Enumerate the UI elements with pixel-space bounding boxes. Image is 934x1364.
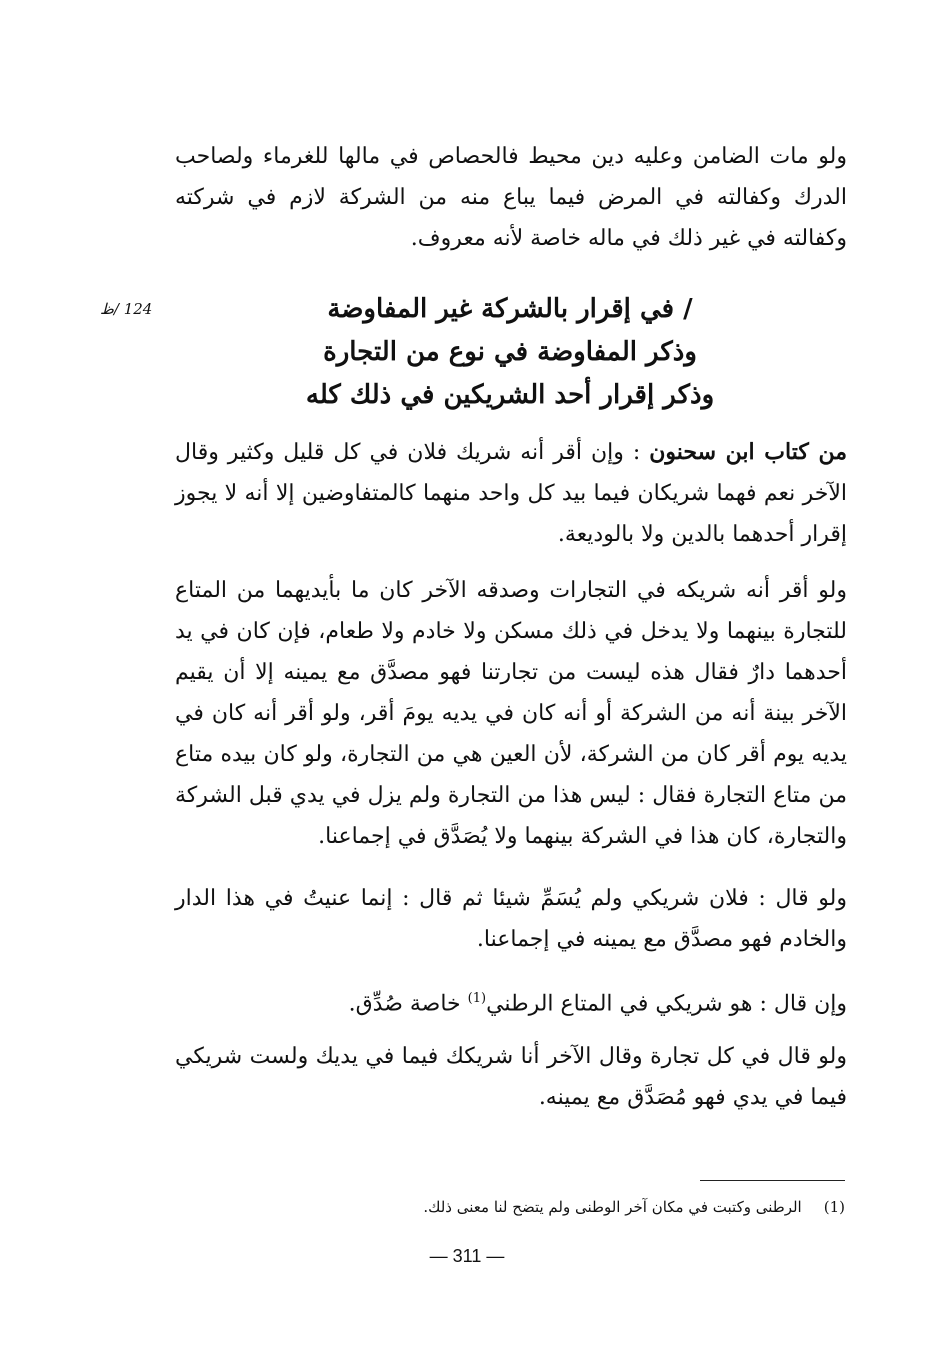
heading-line-3: وذكر إقرار أحد الشريكين في ذلك كله [305, 380, 715, 410]
paragraph-trade-partnership: ولو أقر أنه شريكه في التجارات وصدقه الآخر كان ما بأيديهما من المتاع للتجارة بينهما ولا يدخل في ذلك مسكن ولا خادم ولا طعام، فإن كان في يد أحدهما دارٌ فقال هذه ليست من تجارتنا فهو مصدَّق مع يمينه إلا أن يقيم الآخر بينة أنه من الشركة أو أنه كان في يديه يومَ أقر، ولو أقر أنه كان في يديه يوم أقر كان من الشركة، لأن العين هي من التجارة، ولو كان بيده متاع من متاع التجارة فقال : ليس هذا من التجارة ولم يزل في يدي قبل الشركة والتجارة، كان هذا في الشركة بينهما ولا يُصَدَّق في إجماعنا. [175, 578, 847, 849]
paragraph-goods [175, 978, 847, 1024]
paragraph-body: : وإن أقر أنه شريك فلان في كل قليل وكثير وقال الآخر نعم فهما شريكان فيما بيد كل واحد منهما كالمتفاوضين إلا أنه لا يجوز إقرار أحدهما بالدين ولا بالوديعة. [175, 440, 847, 547]
footnote-number: (1) [823, 1198, 845, 1216]
paragraph-guarantor-death: ولو مات الضامن وعليه دين محيط فالحصاص في مالها للغرماء ولصاحب الدرك وكفالته في المرض فيما يباع منه من الشركة لازم في شركته وكفالته في غير ذلك في ماله خاصة لأنه معروف. [175, 144, 847, 251]
folio-margin-note: 124 /ظ [100, 300, 153, 318]
paragraph-body: خاصة صُدِّق. [348, 991, 468, 1017]
paragraph-unnamed-share: ولو قال : فلان شريكي ولم يُسَمِّ شيئا ثم قال : إنما عنيتُ في هذا الدار والخادم فهو مصدَّق مع يمينه في إجماعنا. [175, 886, 847, 952]
footnote-text: الرطنى وكتبت في مكان آخر الوطنى ولم يتضح لنا معنى ذلك. [423, 1198, 802, 1216]
heading-line-1: / في إقرار بالشركة غير المفاوضة [327, 294, 693, 324]
source-citation: من كتاب ابن سحنون [649, 439, 847, 465]
footnote-reference: (1) [467, 991, 487, 1006]
heading-line-2: وذكر المفاوضة في نوع من التجارة [323, 337, 697, 367]
paragraph-ibn-sahnun [175, 432, 847, 555]
footnote [300, 1194, 845, 1220]
section-heading [290, 288, 730, 417]
page-number: — 311 — [429, 1246, 505, 1266]
footnote-separator [700, 1180, 845, 1181]
paragraph-body: وإن قال : هو شريكي في المتاع الرطني [486, 991, 847, 1017]
paragraph-every-trade: ولو قال في كل تجارة وقال الآخر أنا شريكك فيما في يديك ولست شريكي فيما في يدي فهو مُصَدَّق مع يمينه. [175, 1044, 847, 1110]
